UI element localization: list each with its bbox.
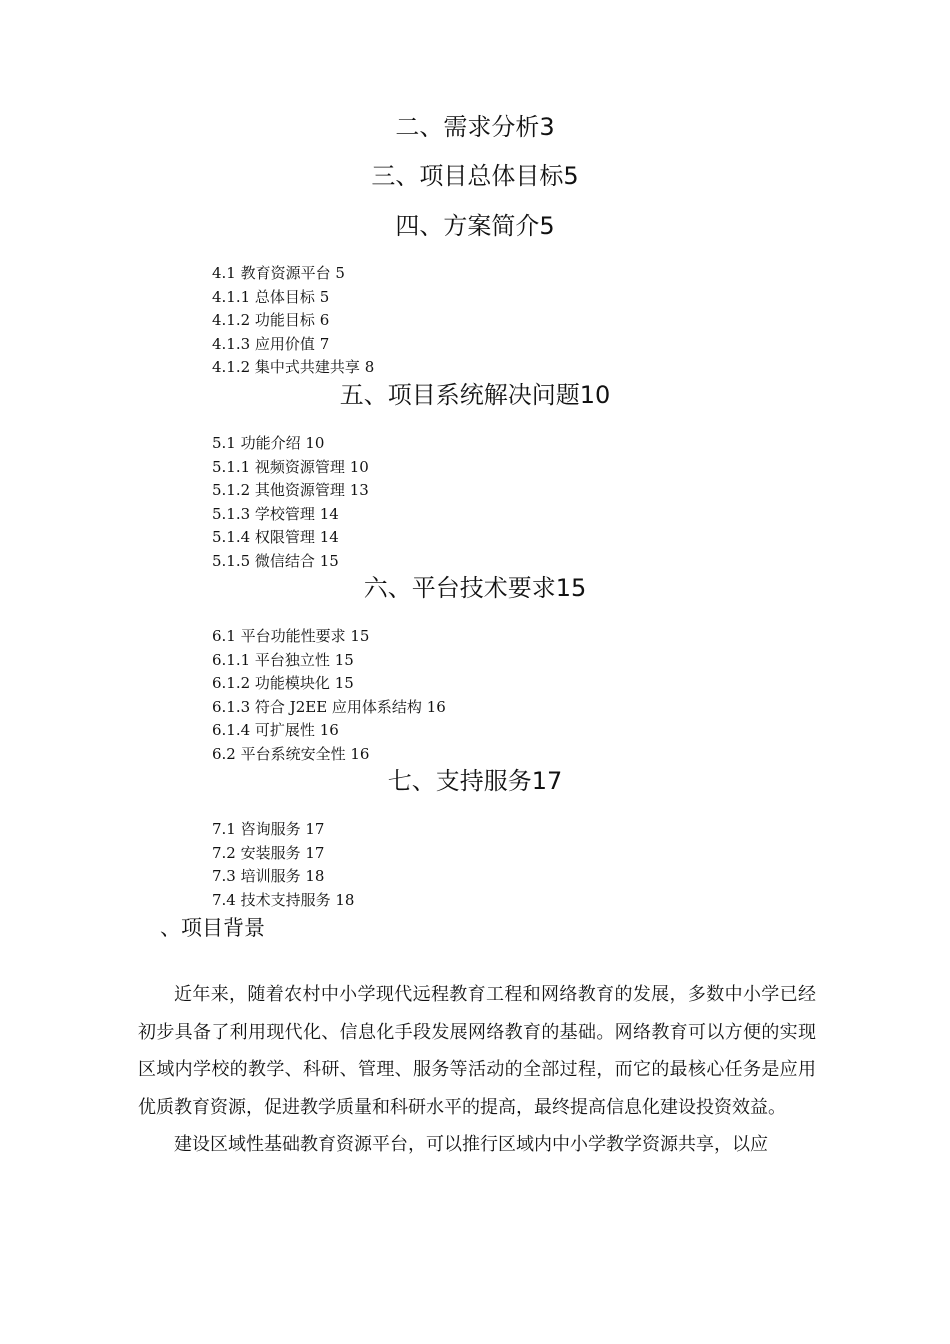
toc-heading-7[interactable]: 七、支持服务17: [387, 767, 563, 795]
toc-item[interactable]: 5.1.5 微信结合 15: [212, 551, 339, 570]
toc-item[interactable]: 5.1.3 学校管理 14: [212, 504, 339, 523]
toc-item[interactable]: 6.1.4 可扩展性 16: [212, 721, 339, 740]
toc-item[interactable]: 7.1 咨询服务 17: [212, 820, 325, 838]
toc-heading-5[interactable]: 五、项目系统解决问题10: [339, 381, 611, 409]
paragraph: 近年来，随着农村中小学现代远程教育工程和网络教育的发展，多数中小学已经初步具备了利用现代化、信息化手段发展网络教育的基础。网络教育可以方便的实现区域内学校的教学、科研、管理、服务等活动的全部过程，而它的最核心任务是应用优质教育资源，促进教学质量和科研水平的提高，最终提高信息化建设投资效益。: [138, 984, 816, 1118]
toc-item[interactable]: 6.1 平台功能性要求 15: [212, 627, 370, 645]
section-heading: 、项目背景: [160, 916, 265, 940]
toc-heading-3[interactable]: 三、项目总体目标5: [371, 162, 579, 190]
toc-heading-2[interactable]: 二、需求分析3: [395, 113, 555, 141]
toc-item[interactable]: 5.1.1 视频资源管理 10: [212, 457, 369, 476]
toc-item[interactable]: 4.1.1 总体目标 5: [212, 287, 330, 306]
toc-item[interactable]: 4.1.2 集中式共建共享 8: [212, 358, 375, 377]
toc-item[interactable]: 4.1 教育资源平台 5: [212, 264, 345, 282]
paragraph: 建设区域性基础教育资源平台，可以推行区域内中小学教学资源共享，以应: [174, 1134, 768, 1156]
toc-item[interactable]: 5.1 功能介绍 10: [212, 434, 325, 452]
toc-item[interactable]: 7.4 技术支持服务 18: [212, 890, 355, 909]
toc-list-4: [212, 262, 732, 380]
toc-item[interactable]: 7.3 培训服务 18: [212, 867, 325, 886]
toc-heading-6[interactable]: 六、平台技术要求15: [363, 574, 587, 602]
toc-item[interactable]: 6.1.2 功能模块化 15: [212, 674, 354, 693]
toc-item[interactable]: 6.2 平台系统安全性 16: [212, 744, 370, 763]
toc-item[interactable]: 4.1.2 功能目标 6: [212, 311, 330, 330]
toc-list-6: [212, 625, 732, 767]
body-text: [138, 976, 816, 1164]
toc-heading-4[interactable]: 四、方案简介5: [395, 212, 555, 240]
toc-item[interactable]: 7.2 安装服务 17: [212, 843, 325, 862]
toc-item[interactable]: 4.1.3 应用价值 7: [212, 334, 330, 353]
toc-item[interactable]: 6.1.3 符合 J2EE 应用体系结构 16: [212, 697, 446, 716]
toc-item[interactable]: 5.1.4 权限管理 14: [212, 528, 339, 547]
toc-list-5: [212, 432, 732, 574]
toc-item[interactable]: 6.1.1 平台独立性 15: [212, 650, 354, 669]
toc-item[interactable]: 5.1.2 其他资源管理 13: [212, 481, 369, 500]
toc-list-7: [212, 818, 732, 912]
